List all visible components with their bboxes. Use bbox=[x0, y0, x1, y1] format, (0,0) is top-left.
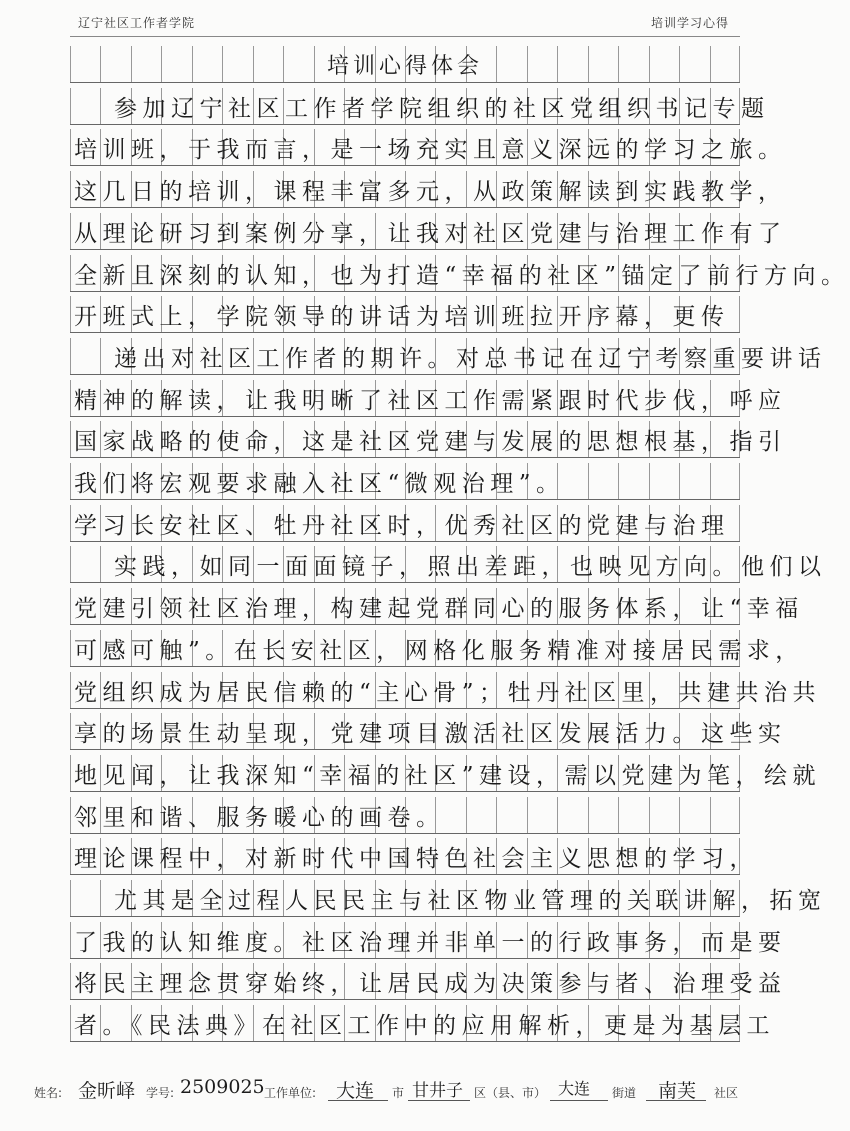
footer-city-label: 市 bbox=[392, 1086, 405, 1100]
footer-name-label: 姓名: bbox=[34, 1086, 63, 1100]
grid-baseline bbox=[70, 708, 740, 709]
footer-street-underline bbox=[550, 1100, 608, 1101]
grid-cell-divider bbox=[739, 797, 740, 834]
grid-cell-divider bbox=[70, 880, 71, 917]
grid-baseline bbox=[70, 874, 740, 875]
grid-cell-divider bbox=[70, 630, 71, 667]
grid-baseline bbox=[70, 624, 740, 625]
grid-cell-divider bbox=[70, 463, 71, 500]
footer-street-label: 街道 bbox=[612, 1086, 637, 1100]
grid-cell-divider bbox=[70, 546, 71, 583]
footer-community-value: 南芙 bbox=[658, 1080, 697, 1102]
grid-baseline bbox=[70, 999, 740, 1000]
grid-baseline bbox=[70, 1041, 740, 1042]
grid-baseline bbox=[70, 332, 740, 333]
text-row bbox=[70, 588, 804, 625]
text-row bbox=[70, 213, 787, 250]
grid-cell-divider bbox=[70, 46, 71, 83]
text-row bbox=[70, 546, 827, 583]
grid-cell-divider bbox=[70, 380, 71, 417]
grid-baseline bbox=[70, 541, 740, 542]
footer-district-underline bbox=[408, 1100, 470, 1101]
header-institution: 辽宁社区工作者学院 bbox=[78, 16, 196, 30]
grid-baseline bbox=[70, 791, 740, 792]
essay-line: 开班式上，学院领导的讲话为培训班拉开序幕，更传 bbox=[74, 304, 730, 331]
grid-baseline bbox=[70, 124, 740, 125]
grid-cell-divider bbox=[70, 129, 71, 166]
footer-street-value: 大连 bbox=[558, 1079, 591, 1098]
grid-baseline bbox=[70, 207, 740, 208]
grid-baseline bbox=[70, 749, 740, 750]
text-row bbox=[70, 88, 770, 125]
grid-baseline bbox=[70, 457, 740, 458]
text-row bbox=[70, 171, 787, 208]
text-row bbox=[70, 797, 740, 834]
essay-line: 我们将宏观要求融入社区“微观治理”。 bbox=[74, 471, 565, 497]
essay-line: 者。《民法典》在社区工作中的应用解析，更是为基层工 bbox=[74, 1013, 775, 1040]
essay-line: 学习长安社区、牡丹社区时，优秀社区的党建与治理 bbox=[74, 512, 730, 539]
essay-line: 实践，如同一面面镜子，照出差距，也映见方向。他们以 bbox=[114, 554, 827, 581]
footer-district-value: 甘井子 bbox=[412, 1081, 463, 1101]
essay-line: 党建引领社区治理，构建起党群同心的服务体系，让“幸福 bbox=[74, 596, 804, 623]
text-row bbox=[70, 713, 787, 750]
grid-baseline bbox=[70, 165, 740, 166]
grid-baseline bbox=[70, 249, 740, 250]
essay-line: 享的场景生动呈现，党建项目激活社区发展活力。这些实 bbox=[74, 721, 787, 748]
grid-cell-divider bbox=[70, 505, 71, 542]
essay-line: 将民主理念贯穿始终，让居民成为决策参与者、治理受益 bbox=[74, 971, 787, 998]
grid-cell-divider bbox=[70, 213, 71, 250]
essay-line: 了我的认知维度。社区治理并非单一的行政事务，而是要 bbox=[74, 929, 787, 956]
text-row bbox=[70, 421, 787, 458]
text-row bbox=[70, 296, 740, 333]
footer-district-label: 区（县、市） bbox=[474, 1086, 547, 1100]
grid-baseline bbox=[70, 499, 740, 500]
grid-cell-divider bbox=[70, 797, 71, 834]
essay-line: 邻里和谐、服务暖心的画卷。 bbox=[74, 804, 445, 831]
footer bbox=[34, 1076, 774, 1104]
grid-baseline bbox=[70, 916, 740, 917]
grid-baseline bbox=[70, 374, 740, 375]
footer-id-value: 2509025 bbox=[180, 1076, 265, 1098]
grid-baseline bbox=[70, 666, 740, 667]
grid-cell-divider bbox=[70, 588, 71, 625]
grid-baseline bbox=[70, 958, 740, 959]
grid-baseline bbox=[70, 291, 740, 292]
essay-line: 从理论研习到案例分享，让我对社区党建与治理工作有了 bbox=[74, 220, 787, 247]
footer-id-label: 学号: bbox=[146, 1086, 175, 1100]
text-row bbox=[70, 880, 827, 917]
grid-cell-divider bbox=[70, 296, 71, 333]
text-row bbox=[70, 338, 827, 375]
text-row bbox=[70, 963, 787, 1000]
text-row bbox=[70, 672, 822, 709]
essay-line: 可感可触”。在长安社区，网格化服务精准对接居民需求， bbox=[74, 637, 804, 664]
writing-grid bbox=[70, 46, 850, 1061]
essay-line: 这几日的培训，课程丰富多元，从政策解读到实践教学， bbox=[74, 179, 787, 206]
grid-baseline bbox=[70, 82, 740, 83]
grid-cell-divider bbox=[70, 88, 71, 125]
title-row bbox=[70, 46, 740, 83]
grid-cell-divider bbox=[70, 171, 71, 208]
text-row bbox=[70, 463, 740, 500]
essay-line: 国家战略的使命，这是社区党建与发展的思想根基，指引 bbox=[74, 429, 787, 456]
text-row bbox=[70, 838, 758, 875]
grid-cell-divider bbox=[70, 963, 71, 1000]
grid-baseline bbox=[70, 833, 740, 834]
grid-cell-divider bbox=[739, 46, 740, 83]
text-row bbox=[70, 1005, 775, 1042]
grid-cell-divider bbox=[70, 838, 71, 875]
text-row bbox=[70, 129, 787, 166]
essay-line: 理论课程中，对新时代中国特色社会主义思想的学习， bbox=[74, 846, 758, 873]
essay-line: 培训班，于我而言，是一场充实且意义深远的学习之旅。 bbox=[74, 137, 787, 164]
grid-cell-divider bbox=[70, 338, 71, 375]
grid-cell-divider bbox=[70, 922, 71, 959]
grid-cell-divider bbox=[70, 755, 71, 792]
grid-baseline bbox=[70, 582, 740, 583]
header-section: 培训学习心得 bbox=[650, 16, 729, 30]
grid-cell-divider bbox=[70, 713, 71, 750]
text-row bbox=[70, 922, 787, 959]
essay-title: 培训心得体会 bbox=[326, 54, 483, 79]
text-row bbox=[70, 630, 804, 667]
grid-cell-divider bbox=[70, 672, 71, 709]
essay-line: 参加辽宁社区工作者学院组织的社区党组织书记专题 bbox=[114, 95, 770, 122]
footer-city-underline bbox=[328, 1100, 388, 1101]
text-row bbox=[70, 755, 822, 792]
essay-line: 地见闻，让我深知“幸福的社区”建设，需以党建为笔，绘就 bbox=[74, 762, 822, 789]
grid-baseline bbox=[70, 416, 740, 417]
essay-line: 递出对社区工作者的期许。对总书记在辽宁考察重要讲话 bbox=[114, 345, 827, 372]
grid-cell-divider bbox=[70, 421, 71, 458]
essay-line: 尤其是全过程人民民主与社区物业管理的关联讲解，拓宽 bbox=[114, 888, 827, 914]
text-row bbox=[70, 505, 740, 542]
footer-community-underline bbox=[646, 1100, 706, 1101]
footer-name-value: 金昕峄 bbox=[78, 1080, 136, 1102]
footer-work-label: 工作单位: bbox=[264, 1086, 317, 1100]
header-divider bbox=[70, 36, 740, 37]
grid-cell-divider bbox=[739, 505, 740, 542]
text-row bbox=[70, 380, 787, 417]
grid-cell-divider bbox=[739, 296, 740, 333]
essay-line: 党组织成为居民信赖的“主心骨”；牡丹社区里，共建共治共 bbox=[74, 679, 822, 706]
footer-community-label: 社区 bbox=[714, 1086, 739, 1100]
grid-cell-divider bbox=[70, 255, 71, 292]
grid-cell-divider bbox=[70, 1005, 71, 1042]
essay-line: 精神的解读，让我明晰了社区工作需紧跟时代步伐，呼应 bbox=[74, 387, 787, 414]
grid-cell-divider bbox=[739, 463, 740, 500]
text-row bbox=[70, 255, 850, 292]
footer-city-value: 大连 bbox=[336, 1080, 375, 1102]
essay-line: 全新且深刻的认知，也为打造“幸福的社区”锚定了前行方向。 bbox=[74, 262, 850, 289]
